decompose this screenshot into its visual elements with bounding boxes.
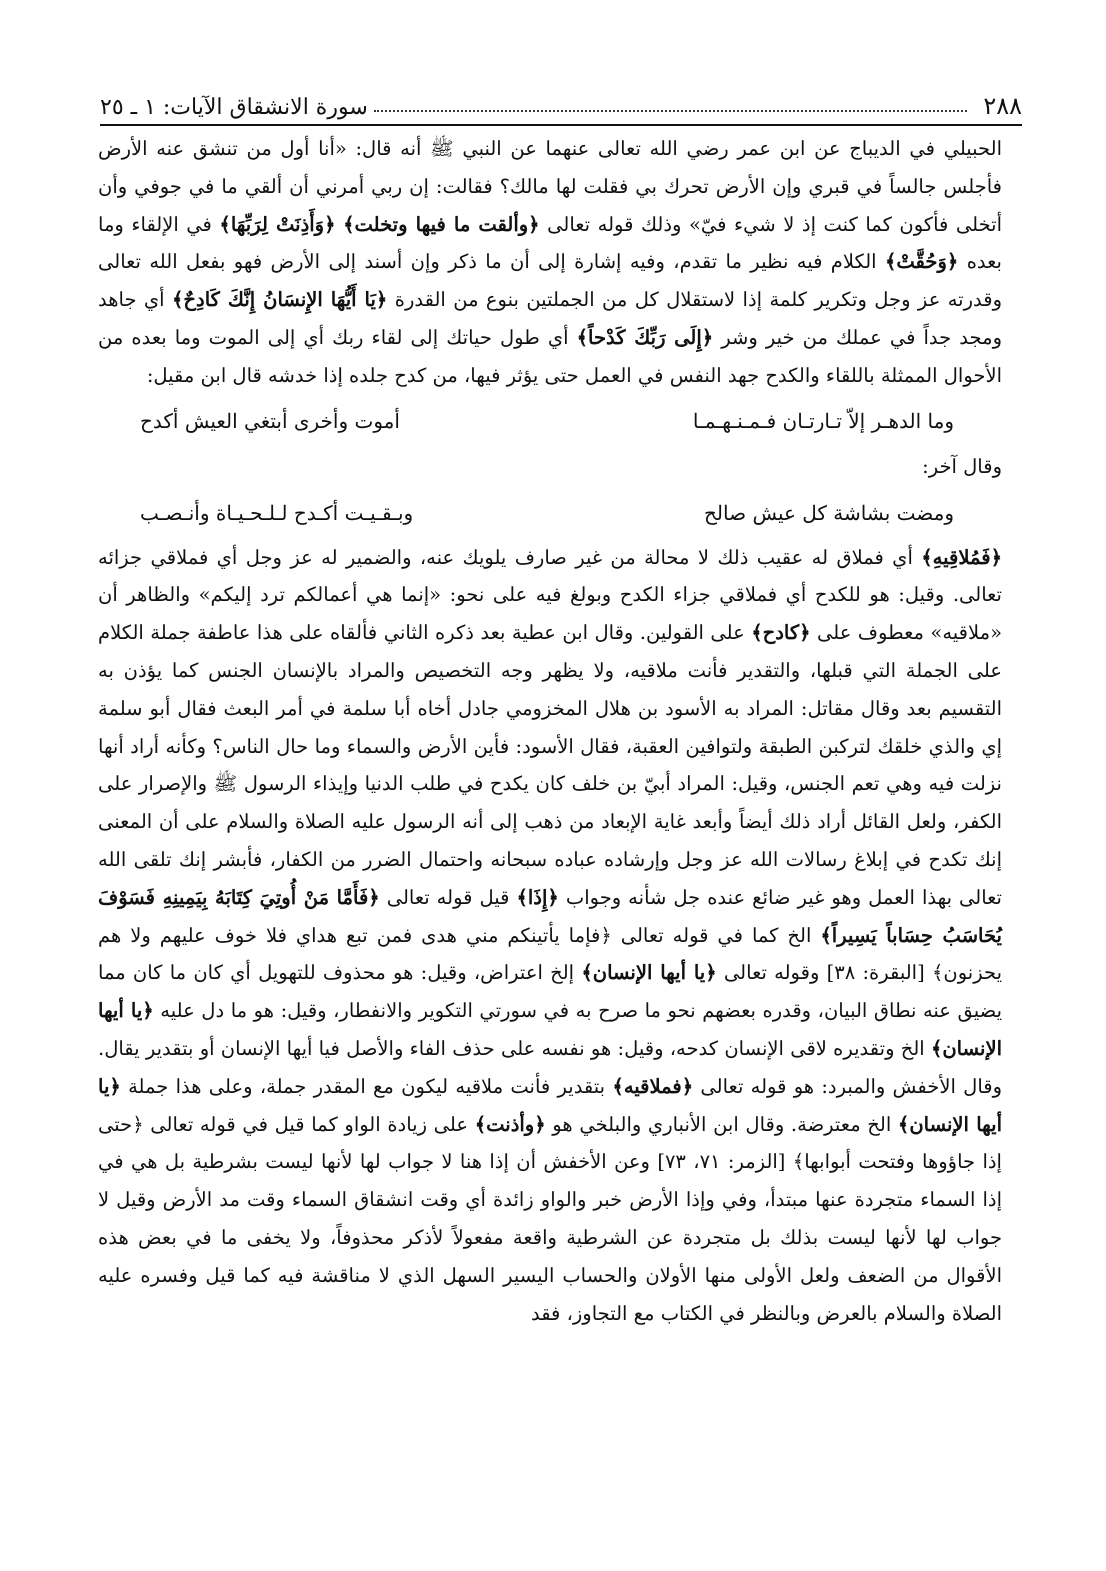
text-run: [البقرة: ٣٨] وقوله تعالى — [716, 961, 932, 985]
quran-quote: ﴿يا أيها الإنسان﴾ — [98, 999, 1002, 1060]
verse-second-hemistich: وبـقـيـت أكـدح لـلـحـيـاة وأنـصـب — [140, 500, 414, 525]
text-run: قيل قوله تعالى — [379, 885, 517, 909]
text-run: الحبيلي في الديباج عن ابن عمر رضي الله تعالى عنهما عن النبي ﷺ أنه قال: «أنا أول من تنشق عنه الأرض فأجلس جالساً في قبري وإن الأرض تحرك بي فقلت لها مالك؟ فقالت: إن ربي أمرني أن ألقي ما في جوفي وأن أتخلى فأكون كما كنت إذ لا شيء فيّ» وذلك قوله تعالى — [98, 137, 1002, 236]
text-run: أي فملاق له عقيب ذلك لا محالة من غير صارف يلويك عنه، والضمير له عز وجل أي فملاقي جزائه تعالى. وقيل: هو للكدح أي فملاقي جزاء الكدح وبولغ فيه على نحو: «إنما هي أعمالكم ترد إليكم» والظاهر أن «ملاقيه» معطوف على — [98, 545, 1002, 645]
header-rule — [100, 124, 1022, 126]
quran-quote: ﴿فإما يأتينكم مني هدى فمن تبع هداي فلا خوف عليهم ولا هم يحزنون﴾ — [98, 923, 1002, 985]
running-header — [100, 86, 1022, 120]
quran-quote: ﴿حتى إذا جاؤوها وفتحت أبوابها﴾ — [98, 1112, 1002, 1174]
text-run: الخ كما في قوله تعالى — [611, 923, 821, 947]
text-run: [الزمر: ٧١، ٧٣] وعن الأخفش أن إذا هنا لا جواب لها لأنها ليست بشرطية بل هي في إذا السماء متجردة عنها مبتدأ، وفي وإذا الأرض خبر والواو زائدة أي وقت انشقاق السماء وقت مد الأرض وقيل لا جواب لها لأنها ليست بذلك بل متجردة عن الشرطية واقعة مفعولاً لأذكر محذوفاً، ولا يخفى ما في بعض هذه الأقوال من الضعف ولعل الأولى منها الأولان والحساب اليسير السهل الذي لا مناقشة فيه كما قيل وفسره عليه الصلاة والسلام بالعرض وبالنظر في الكتاب مع التجاوز، فقد — [98, 1150, 1002, 1325]
quran-quote: ﴿إِلَى رَبِّكَ كَدْحاً﴾ — [576, 325, 714, 349]
chapter-title: سورة الانشقاق الآيات: ١ ـ ٢٥ — [100, 95, 368, 120]
quran-quote: ﴿إِذَا﴾ — [516, 885, 559, 909]
quran-quote: ﴿يا أيها الإنسان﴾ — [581, 961, 717, 985]
text-run: على زيادة الواو كما قيل في قوله تعالى — [143, 1112, 475, 1136]
quran-quote: ﴿وألقت ما فيها وتخلت﴾ — [343, 212, 540, 236]
quran-quote: ﴿وَحُقَّتْ﴾ — [884, 250, 959, 274]
quran-quote: ﴿يا أيها الإنسان﴾ — [98, 1074, 1002, 1136]
verse-first-hemistich: وما الدهـر إلاّ تـارتـان فـمـنـهـمـا — [692, 408, 954, 433]
attribution-line: وقال آخر: — [922, 454, 1002, 478]
paragraph-1 — [98, 130, 1002, 395]
quran-quote: ﴿يَا أَيُّهَا الإِنسَانُ إِنَّكَ كَادِحٌ﴾ — [172, 288, 388, 312]
text-run — [336, 213, 344, 236]
quran-quote: ﴿فَأَمَّا مَنْ أُوتِيَ كِتَابَهُ بِيَمِينِهِ فَسَوْفَ يُحَاسَبُ حِسَاباً يَسِيراً﴾ — [98, 885, 1002, 947]
text-run: بتقدير فأنت ملاقيه ليكون مع المقدر جملة، وعلى هذا جملة — [120, 1074, 613, 1098]
quran-quote: ﴿كادح﴾ — [751, 621, 811, 645]
paragraph-2 — [98, 539, 1002, 1333]
poetry-verse-2 — [98, 493, 1002, 533]
text-run: الخ معترضة. وقال ابن الأنباري والبلخي هو — [545, 1112, 898, 1136]
text-run: على القولين. وقال ابن عطية بعد ذكره الثاني فألقاه على هذا عاطفة جملة الكلام على الجملة التي قبلها، والتقدير فأنت ملاقيه، ولا يظهر وجه التخصيص والمراد بالإنسان الجنس كما يؤذن به التقسيم بعد وقال مقاتل: المراد به الأسود بن هلال المخزومي جادل أخاه أبا سلمة في أمر البعث فقال أبو سلمة إي والذي خلقك لتركبن الطبقة ولتوافين العقبة، فقال الأسود: فأين الأرض والسماء وما حال الناس؟ وكأنه أراد أنها نزلت فيه وهي تعم الجنس، وقيل: المراد أبيّ بن خلف كان يكدح في طلب الدنيا وإيذاء الرسول ﷺ والإصرار على الكفر، ولعل القائل أراد ذلك أيضاً وأبعد غاية الإبعاد من ذهب إلى أنه الرسول عليه الصلاة والسلام على أن المعنى إنك تكدح في إبلاغ رسالات الله عز وجل وإرشاده عباده سبحانه واحتمال الضرر من الكفار، فأبشر إنك تلقى الله تعالى بهذا العمل وهو غير ضائع عنده جل شأنه وجواب — [98, 621, 1002, 909]
quran-quote: ﴿وأذنت﴾ — [474, 1112, 546, 1136]
text-run: أي طول حياتك إلى لقاء ربك أي إلى الموت وما بعده من الأحوال الممثلة باللقاء والكدح جهد النفس في العمل حتى يؤثر فيها، من كدح جلده إذا خدشه قال ابن مقيل: — [98, 325, 1002, 387]
text-run: الكلام فيه نظير ما تقدم، وفيه إشارة إلى أن ما ذكر وإن أسند إلى الأرض فهو بفعل الله تعالى وقدرته عز وجل وتكرير كلمة إذا لاستقلال كل من الجملتين بنوع من القدرة — [98, 250, 1002, 312]
quran-quote: ﴿فملاقيه﴾ — [612, 1074, 694, 1098]
quran-quote: ﴿فَمُلاقِيهِ﴾ — [921, 545, 1002, 569]
page-number: ٢٨٨ — [983, 92, 1022, 120]
verse-first-hemistich: ومضت بشاشة كل عيش صالح — [704, 500, 954, 525]
text-run: إلخ اعتراض، وقيل: هو محذوف للتهويل أي كان ما كان مما يضيق عنه نطاق البيان، وقدره بعضهم نحو ما صرح به في سورتي التكوير والانفطار، وقيل: هو ما دل عليه — [98, 961, 1002, 1023]
text-run: في الإلقاء وما بعده — [98, 212, 1002, 274]
poetry-verse-1 — [98, 401, 1002, 441]
page-body — [98, 130, 1002, 1332]
text-run: الخ وتقديره لاقى الإنسان كدحه، وقيل: هو نفسه على حذف الفاء والأصل فيا أيها الإنسان أو بتقدير يقال. وقال الأخفش والمبرد: هو قوله تعالى — [98, 1036, 1002, 1098]
verse-second-hemistich: أموت وأخرى أبتغي العيش أكدح — [140, 408, 400, 433]
text-run: أي جاهد ومجد جداً في عملك من خير وشر — [98, 288, 1002, 349]
header-dot-leader — [374, 110, 968, 112]
quran-quote: ﴿وَأَذِنَتْ لِرَبِّهَا﴾ — [219, 212, 336, 236]
